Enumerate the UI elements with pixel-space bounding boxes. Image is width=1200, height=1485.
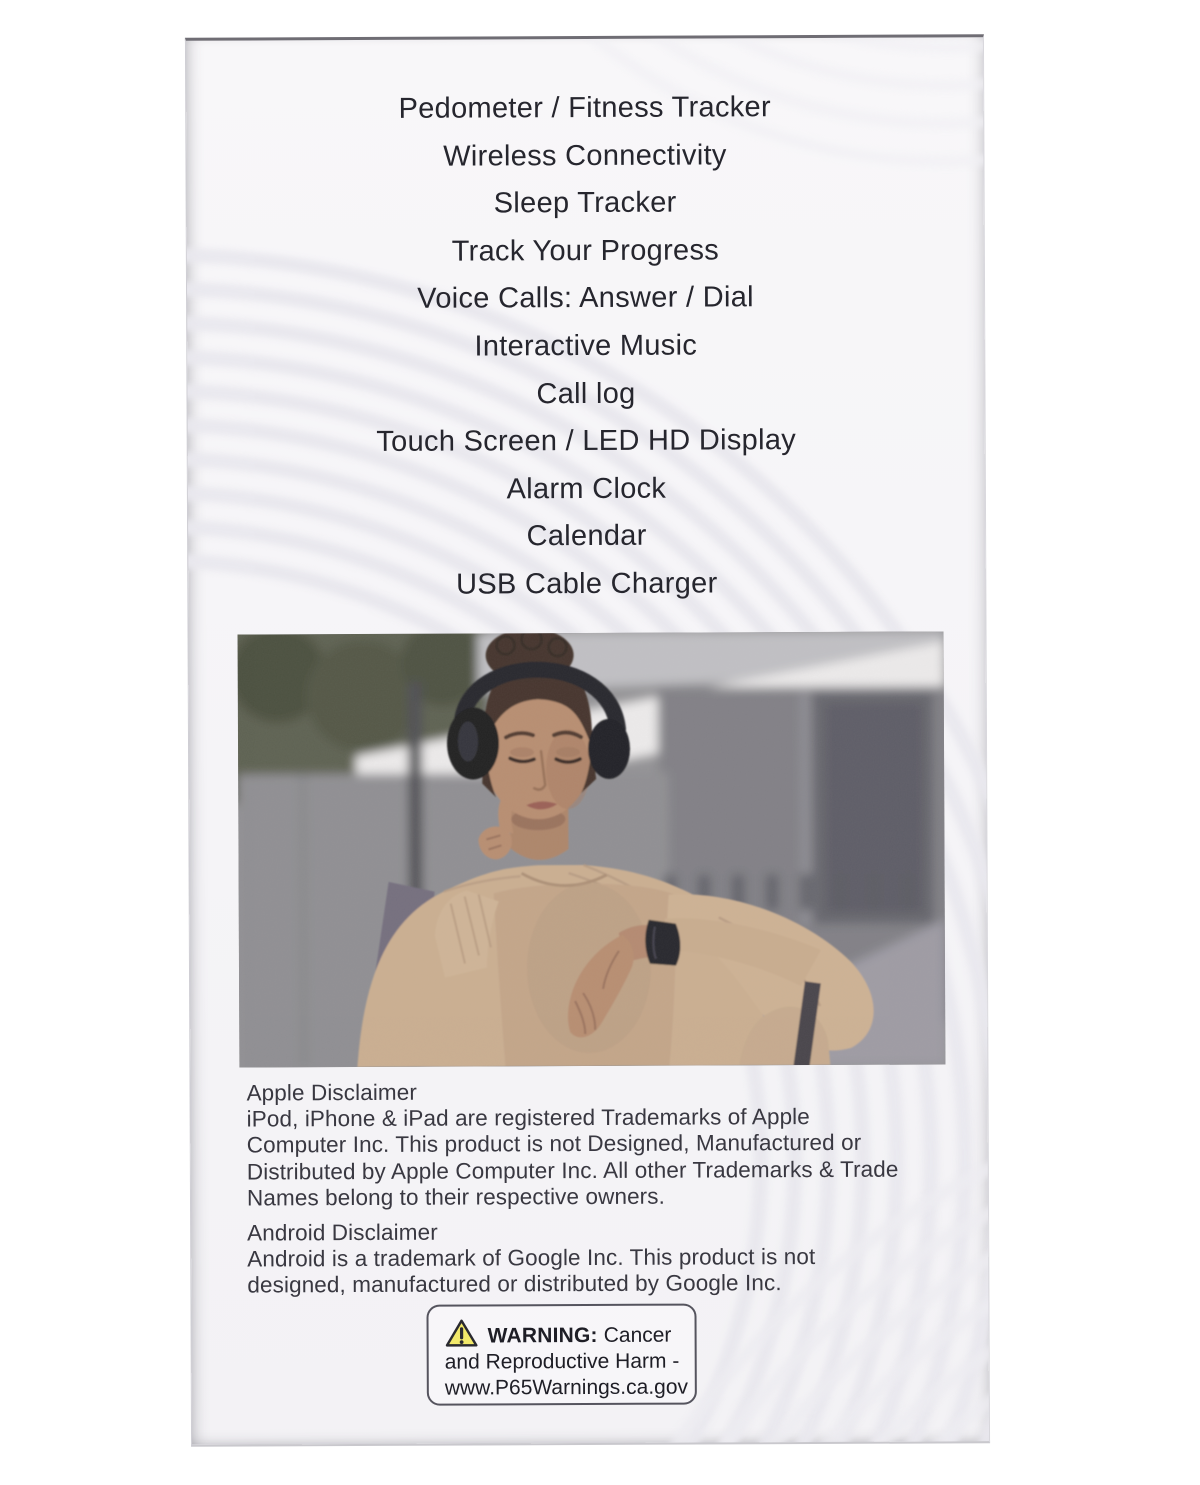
prop65-warning-label [426,1304,696,1406]
feature-list [186,83,985,610]
feature-item: Sleep Tracker [493,186,677,220]
product-photo [238,631,946,1067]
product-box-back [185,34,990,1446]
feature-item: Voice Calls: Answer / Dial [417,281,754,316]
disclaimer-title: Apple Disclaimer [246,1079,417,1106]
photo-grain [238,631,946,1067]
warning-line: and Reproductive Harm - [444,1349,680,1374]
disclaimer-line: Names belong to their respective owners. [246,1183,666,1211]
feature-item: Track Your Progress [451,234,720,268]
warning-bold-label: WARNING: [487,1323,598,1348]
feature-item: Touch Screen / LED HD Display [376,424,797,459]
disclaimer-line: Distributed by Apple Computer Inc. All other Trademarks & Trade [246,1156,899,1185]
feature-item: USB Cable Charger [456,567,718,601]
disclaimers-section [246,1077,947,1299]
disclaimer-line: Computer Inc. This product is not Designed, Manufactured or [246,1130,862,1158]
android-disclaimer [247,1217,947,1299]
feature-item: Pedometer / Fitness Tracker [398,91,771,125]
warning-line [445,1317,681,1350]
disclaimer-line: designed, manufactured or distributed by Google Inc. [247,1270,782,1298]
warning-line: www.P65Warnings.ca.gov [444,1375,689,1400]
apple-disclaimer [246,1077,947,1211]
warning-triangle-icon [445,1317,479,1348]
disclaimer-line: iPod, iPhone & iPad are registered Trademarks of Apple [246,1104,810,1132]
feature-item: Wireless Connectivity [443,138,727,173]
disclaimer-line: Android is a trademark of Google Inc. This product is not [247,1244,816,1272]
disclaimer-title: Android Disclaimer [247,1219,438,1246]
feature-item: Interactive Music [474,329,698,363]
warning-text: Cancer [603,1323,672,1347]
feature-item: Calendar [526,520,647,553]
feature-item: Call log [536,377,636,410]
feature-item: Alarm Clock [506,472,667,506]
